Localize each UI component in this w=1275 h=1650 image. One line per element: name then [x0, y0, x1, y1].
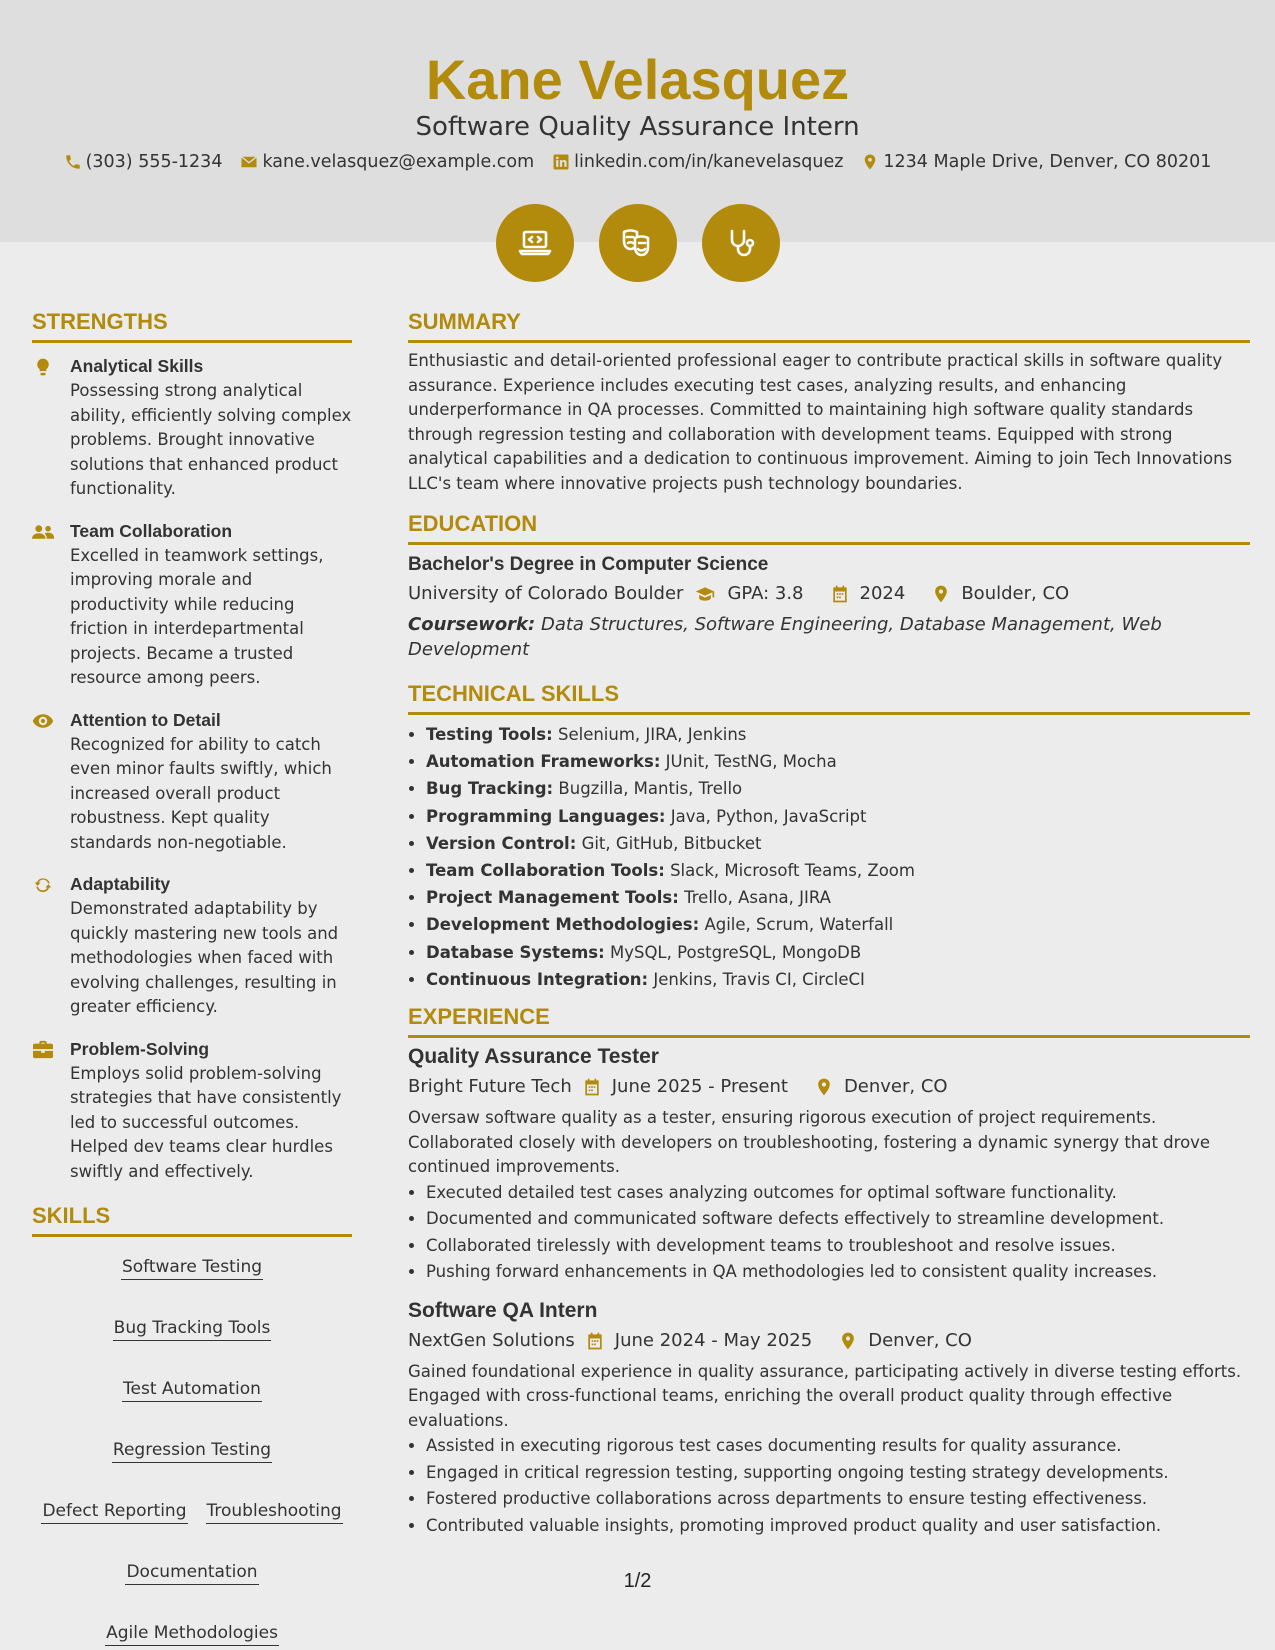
- tech-skill-item: • Development Methodologies: Agile, Scrum, Waterfall: [426, 911, 1250, 938]
- theater-masks-icon: [618, 223, 658, 263]
- skills-heading: SKILLS: [32, 1202, 352, 1237]
- tech-skill-item: • Database Systems: MySQL, PostgreSQL, MongoDB: [426, 939, 1250, 966]
- job-dates: June 2025 - Present: [611, 1076, 788, 1098]
- education-year: 2024: [859, 583, 906, 604]
- education-gpa: GPA: 3.8: [727, 583, 804, 604]
- tech-skill-item: • Version Control: Git, GitHub, Bitbucket: [426, 830, 1250, 857]
- contact-address: [861, 152, 1211, 172]
- contact-bar: [0, 152, 1275, 172]
- tech-skill-item: • Programming Languages: Java, Python, JavaScript: [426, 803, 1250, 830]
- job-location: Denver, CO: [868, 1329, 972, 1351]
- map-pin-icon: [931, 584, 951, 604]
- experience-heading: EXPERIENCE: [408, 1003, 1250, 1038]
- tech-skill-item: • Testing Tools: Selenium, JIRA, Jenkins: [426, 721, 1250, 748]
- map-pin-icon: [838, 1331, 858, 1351]
- coursework-text: Data Structures, Software Engineering, Database Management, Web Development: [408, 614, 1162, 660]
- strength-name: Team Collaboration: [70, 520, 233, 541]
- coursework-label: Coursework:: [408, 614, 536, 635]
- education-heading: EDUCATION: [408, 510, 1250, 545]
- users-icon: [32, 522, 54, 542]
- strengths-heading: STRENGTHS: [32, 308, 352, 343]
- job-bullet: • Contributed valuable insights, promoting improved product quality and user satisfaction.: [426, 1513, 1250, 1540]
- map-pin-icon: [861, 153, 879, 171]
- strength-name: Problem-Solving: [70, 1038, 210, 1059]
- tech-skill-item: • Team Collaboration Tools: Slack, Microsoft Teams, Zoom: [426, 857, 1250, 884]
- lightbulb-icon: [32, 357, 54, 377]
- job-meta: [408, 1072, 1250, 1102]
- right-column: [408, 308, 1250, 1539]
- interest-badges: [0, 204, 1275, 282]
- summary-heading: SUMMARY: [408, 308, 1250, 343]
- job-title: Software QA Intern: [408, 1298, 598, 1322]
- job-entry: [408, 1042, 1250, 1286]
- stethoscope-icon: [721, 223, 761, 263]
- skill-tag: Troubleshooting: [206, 1499, 343, 1524]
- contact-email-text: kane.velasquez@example.com: [262, 152, 535, 172]
- laptop-code-icon: [515, 223, 555, 263]
- page-number: 1/2: [623, 1570, 652, 1592]
- strength-item: [32, 871, 352, 1020]
- contact-phone[interactable]: [64, 152, 223, 172]
- map-pin-icon: [814, 1077, 834, 1097]
- tech-skill-item: • Bug Tracking: Bugzilla, Mantis, Trello: [426, 775, 1250, 802]
- badge-laptop-code: [496, 204, 574, 282]
- linkedin-icon: [552, 153, 570, 171]
- phone-icon: [64, 153, 82, 171]
- skill-tag: Documentation: [125, 1560, 258, 1585]
- calendar-icon: [582, 1077, 602, 1097]
- tech-skill-item: • Project Management Tools: Trello, Asana, JIRA: [426, 884, 1250, 911]
- strength-desc: Excelled in teamwork settings, improving morale and productivity while reducing friction in interdepartmental projects. Became a trusted resource among peers.: [70, 545, 324, 687]
- strength-desc: Possessing strong analytical ability, efficiently solving complex problems. Brought innovative solutions that enhanced product functionality.: [70, 381, 352, 498]
- strength-desc: Demonstrated adaptability by quickly mastering new tools and methodologies when faced with evolving challenges, resulting in greater efficiency.: [70, 899, 339, 1016]
- skill-tag: Regression Testing: [112, 1438, 272, 1463]
- strength-item: [32, 353, 352, 502]
- education-degree: Bachelor's Degree in Computer Science: [408, 554, 769, 575]
- job-bullet: • Engaged in critical regression testing, supporting ongoing testing strategy developments.: [426, 1460, 1250, 1487]
- briefcase-icon: [32, 1040, 54, 1060]
- job-bullet: • Assisted in executing rigorous test cases documenting results for quality assurance.: [426, 1433, 1250, 1460]
- strength-item: [32, 707, 352, 856]
- education-location: Boulder, CO: [961, 583, 1070, 604]
- contact-email[interactable]: [240, 152, 534, 172]
- job-bullet: • Documented and communicated software defects effectively to streamline development.: [426, 1206, 1250, 1233]
- badge-theater-masks: [599, 204, 677, 282]
- job-company: Bright Future Tech: [408, 1076, 572, 1098]
- job-meta: [408, 1326, 1250, 1356]
- tech-skill-item: • Continuous Integration: Jenkins, Travis CI, CircleCI: [426, 966, 1250, 993]
- strength-desc: Employs solid problem-solving strategies that have consistently led to successful outcomes. Helped dev teams clear hurdles swiftly and effectively.: [70, 1063, 342, 1181]
- technical-skills-list: [408, 721, 1250, 993]
- job-bullets: [408, 1180, 1250, 1286]
- graduation-cap-icon: [693, 584, 717, 604]
- job-bullet: • Fostered productive collaborations across departments to ensure testing effectiveness.: [426, 1486, 1250, 1513]
- envelope-icon: [240, 153, 258, 171]
- education-school: University of Colorado Boulder: [408, 583, 684, 604]
- skill-tag: Test Automation: [122, 1377, 262, 1402]
- contact-linkedin-text: linkedin.com/in/kanevelasquez: [574, 152, 844, 172]
- candidate-name: Kane Velasquez: [425, 48, 850, 111]
- calendar-icon: [830, 584, 850, 604]
- strength-item: [32, 1036, 352, 1185]
- summary-text: Enthusiastic and detail-oriented professional eager to contribute practical skills in software quality assurance. Experience includes executing test cases, analyzing results, and enhancing underperformance in QA processes. Committed to maintaining high software quality standards through regression testing and collaboration with development teams. Equipped with strong analytical capabilities and a dedication to continuous improvement. Aiming to join Tech Innovations LLC's team where innovative projects push technology boundaries.: [408, 351, 1233, 493]
- tech-skill-item: • Automation Frameworks: JUnit, TestNG, Mocha: [426, 748, 1250, 775]
- strength-desc: Recognized for ability to catch even minor faults swiftly, which increased overall product robustness. Kept quality standards non-negotiable.: [70, 734, 332, 852]
- contact-phone-text: (303) 555-1234: [85, 152, 223, 172]
- technical-skills-heading: TECHNICAL SKILLS: [408, 680, 1250, 715]
- contact-linkedin[interactable]: [552, 152, 843, 172]
- calendar-icon: [585, 1331, 605, 1351]
- left-column: [32, 308, 352, 1646]
- job-bullet: • Executed detailed test cases analyzing outcomes for optimal software functionality.: [426, 1180, 1250, 1207]
- job-dates: June 2024 - May 2025: [614, 1329, 813, 1351]
- candidate-title: Software Quality Assurance Intern: [415, 112, 860, 142]
- skill-tag: Agile Methodologies: [105, 1621, 279, 1646]
- contact-address-text: 1234 Maple Drive, Denver, CO 80201: [883, 152, 1212, 172]
- eye-icon: [32, 711, 54, 731]
- skill-tag: Software Testing: [121, 1255, 263, 1280]
- strength-name: Attention to Detail: [70, 709, 221, 730]
- job-desc: Gained foundational experience in quality assurance, participating actively in diverse testing efforts. Engaged with cross-functional teams, enriching the overall product quality through effective evaluations.: [408, 1361, 1242, 1430]
- strength-name: Adaptability: [70, 874, 171, 894]
- skill-tag: Defect Reporting: [41, 1499, 187, 1524]
- job-bullets: [408, 1433, 1250, 1539]
- job-bullet: • Pushing forward enhancements in QA methodologies led to consistent quality increases.: [426, 1259, 1250, 1286]
- badge-stethoscope: [702, 204, 780, 282]
- job-desc: Oversaw software quality as a tester, ensuring rigorous execution of project requirements. Collaborated closely with developers on troubleshooting, fostering a dynamic synergy that drove continued improvements.: [408, 1108, 1211, 1177]
- education-meta: [408, 579, 1250, 609]
- job-title: Quality Assurance Tester: [408, 1045, 659, 1069]
- strength-item: [32, 518, 352, 691]
- job-entry: [408, 1296, 1250, 1540]
- job-bullet: • Collaborated tirelessly with development teams to troubleshoot and resolve issues.: [426, 1233, 1250, 1260]
- job-location: Denver, CO: [843, 1076, 948, 1098]
- strength-name: Analytical Skills: [70, 356, 204, 376]
- sync-icon: [32, 875, 54, 895]
- skill-tag: Bug Tracking Tools: [113, 1316, 272, 1341]
- job-company: NextGen Solutions: [408, 1329, 575, 1351]
- education-coursework: [408, 613, 1250, 662]
